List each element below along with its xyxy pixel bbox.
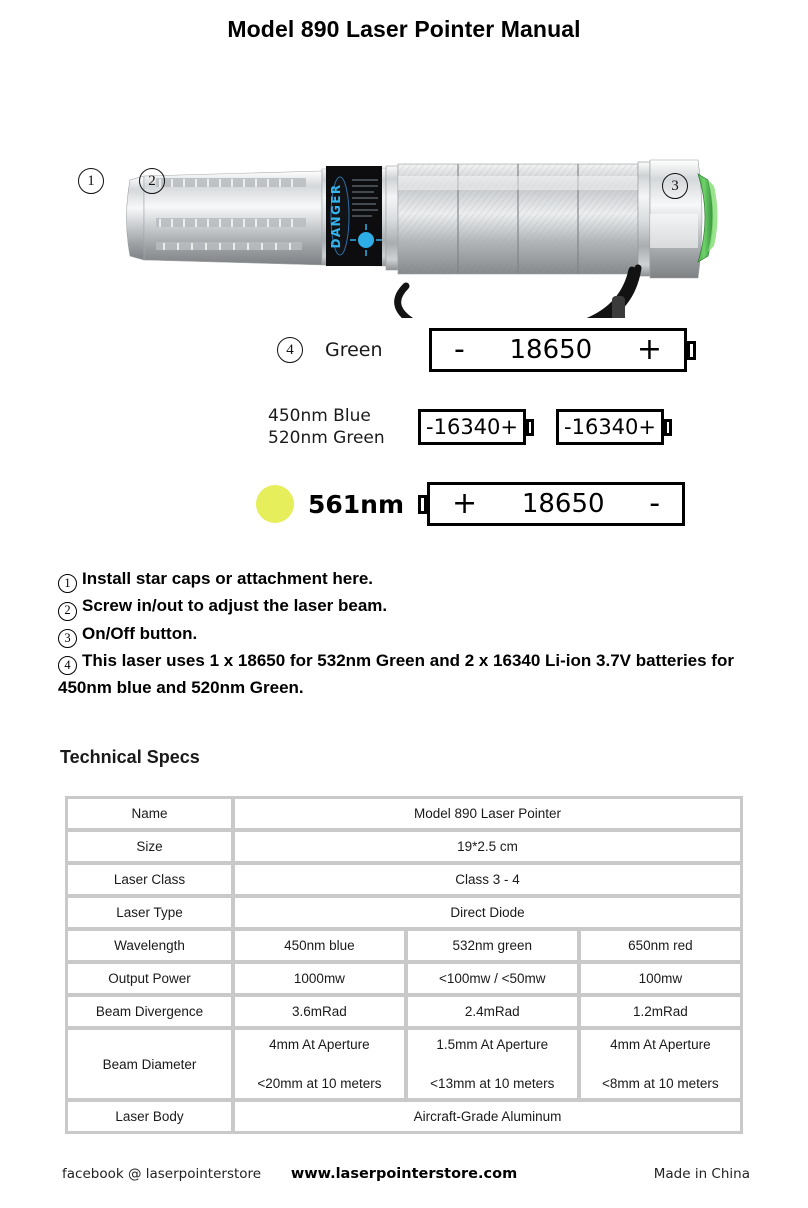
battery-sign-right: + xyxy=(636,332,662,367)
table-row xyxy=(67,864,741,895)
spec-value-red: 650nm red xyxy=(580,930,741,961)
spec-label: Beam Divergence xyxy=(67,996,232,1027)
beam-aperture: 4mm At Aperture xyxy=(269,1037,370,1052)
battery-sign-right: - xyxy=(649,486,661,521)
spec-label: Laser Type xyxy=(67,897,232,928)
battery-row-16340 xyxy=(268,405,672,450)
battery-label-line1: 450nm Blue xyxy=(268,406,371,426)
spec-value: Aircraft-Grade Aluminum xyxy=(234,1101,741,1132)
battery-terminal-nub xyxy=(664,419,672,436)
spec-label: Name xyxy=(67,798,232,829)
beam-aperture: 1.5mm At Aperture xyxy=(436,1037,549,1052)
battery-row-green-18650 xyxy=(277,328,696,372)
spec-value: Direct Diode xyxy=(234,897,741,928)
callout-2: 2 xyxy=(139,168,165,194)
instruction-text: On/Off button. xyxy=(82,623,198,643)
table-row xyxy=(67,831,741,862)
instruction-text: Install star caps or attachment here. xyxy=(82,569,373,588)
battery-terminal-nub xyxy=(418,495,427,514)
instruction-item-1 xyxy=(58,566,758,593)
beam-at-distance: <13mm at 10 meters xyxy=(430,1076,555,1091)
spec-value-blue xyxy=(234,1029,405,1099)
battery-label-line2: 520nm Green xyxy=(268,428,385,449)
battery-terminal-nub xyxy=(687,341,696,360)
beam-gap xyxy=(239,1052,400,1076)
page-footer xyxy=(0,1166,808,1192)
danger-label xyxy=(326,166,382,266)
battery-18650-green xyxy=(429,328,696,372)
spec-value-green: <100mw / <50mw xyxy=(407,963,578,994)
instruction-number: 2 xyxy=(58,602,77,621)
battery-label-561nm: 561nm xyxy=(308,489,405,519)
instruction-number: 4 xyxy=(58,656,77,675)
spec-label: Wavelength xyxy=(67,930,232,961)
beam-at-distance: <20mm at 10 meters xyxy=(257,1076,382,1091)
spec-value-blue: 3.6mRad xyxy=(234,996,405,1027)
spec-value: 19*2.5 cm xyxy=(234,831,741,862)
battery-sign-left: - xyxy=(454,332,465,367)
battery-16340-second xyxy=(556,409,672,445)
spec-label: Laser Class xyxy=(67,864,232,895)
spec-value: Class 3 - 4 xyxy=(234,864,741,895)
spec-value-green: 532nm green xyxy=(407,930,578,961)
beam-aperture: 4mm At Aperture xyxy=(610,1037,711,1052)
table-row xyxy=(67,930,741,961)
battery-18650-561nm xyxy=(418,482,685,526)
battery-terminal-nub xyxy=(526,419,534,436)
svg-text:DANGER: DANGER xyxy=(329,183,343,249)
battery-label-blue-green xyxy=(268,405,396,450)
footer-facebook: facebook @ laserpointerstore xyxy=(62,1166,262,1182)
spec-value-red: 1.2mRad xyxy=(580,996,741,1027)
battery-model: -16340+ xyxy=(426,414,518,439)
beam-gap xyxy=(585,1052,736,1076)
instruction-number: 1 xyxy=(58,574,77,593)
spec-value-blue: 1000mw xyxy=(234,963,405,994)
spec-value-green: 2.4mRad xyxy=(407,996,578,1027)
spec-label: Output Power xyxy=(67,963,232,994)
battery-body xyxy=(429,328,687,372)
battery-body xyxy=(418,409,526,445)
wavelength-color-dot xyxy=(256,485,294,523)
battery-16340-first xyxy=(418,409,534,445)
product-photo xyxy=(60,118,760,318)
battery-model: 18650 xyxy=(509,335,593,365)
technical-specs-table xyxy=(65,796,743,1134)
battery-sign-left: + xyxy=(452,486,478,521)
callout-1: 1 xyxy=(78,168,104,194)
battery-model: 18650 xyxy=(521,489,605,519)
spec-value: Model 890 Laser Pointer xyxy=(234,798,741,829)
battery-body xyxy=(556,409,664,445)
laser-pointer-illustration xyxy=(60,118,760,318)
spec-value-red: 100mw xyxy=(580,963,741,994)
instruction-item-4 xyxy=(58,648,758,702)
instruction-item-3 xyxy=(58,621,758,648)
battery-row-561nm xyxy=(256,482,685,526)
callout-4: 4 xyxy=(277,337,303,363)
callout-3: 3 xyxy=(662,173,688,199)
footer-origin: Made in China xyxy=(653,1166,750,1182)
instruction-number: 3 xyxy=(58,629,77,648)
table-row xyxy=(67,1029,741,1099)
battery-body xyxy=(427,482,685,526)
table-row xyxy=(67,897,741,928)
beam-gap xyxy=(412,1052,573,1076)
instruction-text: Screw in/out to adjust the laser beam. xyxy=(82,596,388,616)
spec-label: Beam Diameter xyxy=(67,1029,232,1099)
battery-model: -16340+ xyxy=(564,414,656,439)
table-row xyxy=(67,798,741,829)
instructions-list xyxy=(58,566,758,702)
beam-at-distance: <8mm at 10 meters xyxy=(602,1076,719,1091)
table-row xyxy=(67,996,741,1027)
spec-label: Size xyxy=(67,831,232,862)
table-row xyxy=(67,1101,741,1132)
spec-value-red xyxy=(580,1029,741,1099)
page-title: Model 890 Laser Pointer Manual xyxy=(227,16,581,42)
footer-website[interactable]: www.laserpointerstore.com xyxy=(290,1166,518,1182)
battery-label-green: Green xyxy=(325,339,383,361)
instruction-item-2 xyxy=(58,593,758,620)
specs-heading: Technical Specs xyxy=(60,747,200,767)
table-row xyxy=(67,963,741,994)
spec-label: Laser Body xyxy=(67,1101,232,1132)
instruction-text: This laser uses 1 x 18650 for 532nm Green and 2 x 16340 Li-ion 3.7V batteries for 450nm blue and 520nm Green. xyxy=(58,650,734,698)
spec-value-green xyxy=(407,1029,578,1099)
spec-value-blue: 450nm blue xyxy=(234,930,405,961)
